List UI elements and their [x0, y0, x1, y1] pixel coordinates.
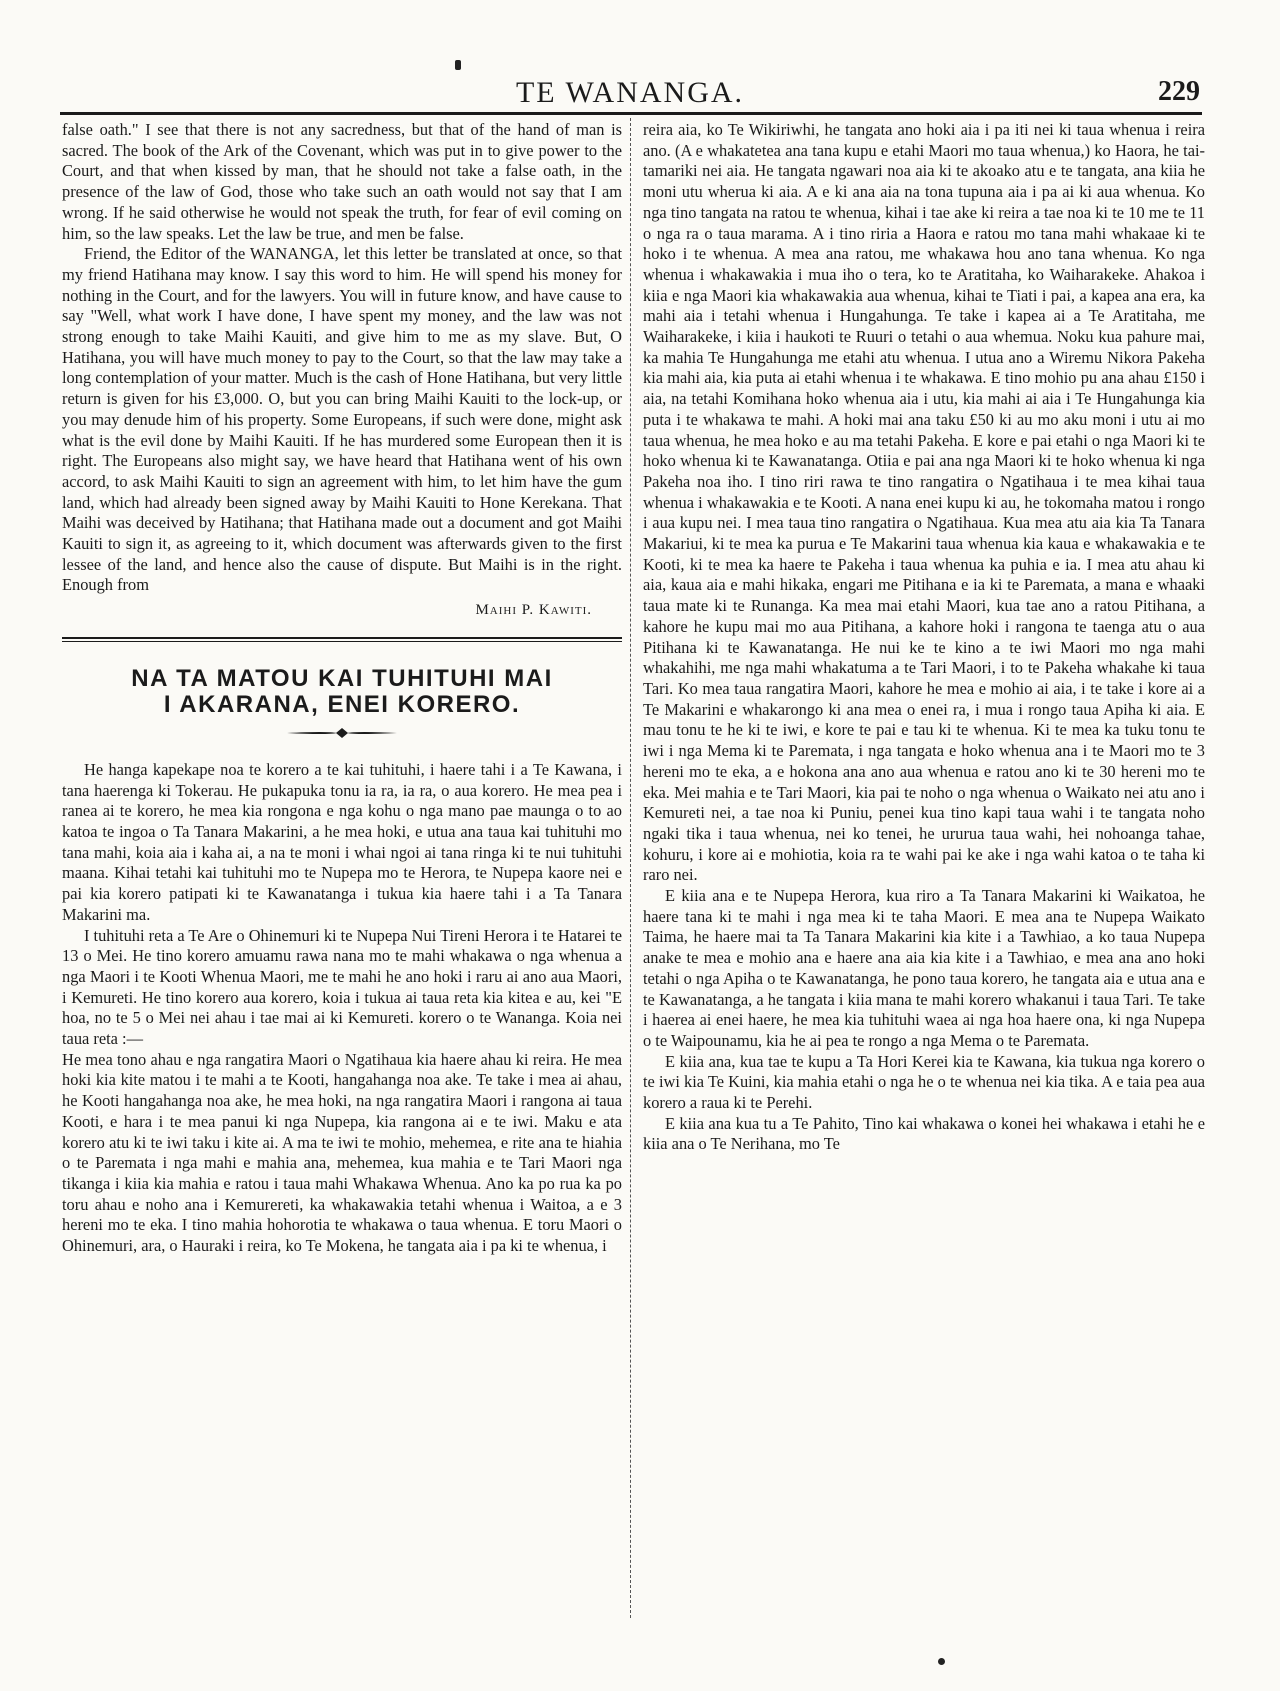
column-divider [630, 118, 631, 1618]
masthead: TE WANANGA. [515, 76, 745, 109]
ornament-divider [62, 728, 622, 738]
letter-paragraph: Friend, the Editor of the WANANGA, let this letter be translated at once, so that my friend Hatihana may know. I say this word to him. He will spend his money for nothing in the Court, and for the lawyers. You will in future know, and have cause to say "Well, what work I have done, I have spent my money, and the law was not strong enough to take Maihi Kauiti, and give him to me as my slave. But, O Hatihana, you will have much money to pay to the Court, so that the law may take a long contemplation of your matter. Much is the cash of Hone Hatihana, but very little return is given for his £3,000. O, but you can bring Maihi Kauiti to the lock-up, or you may denude him of his property. Some Europeans, if such were done, might ask what is the evil done by Maihi Kauiti. If he has murdered some European then it is right. The Europeans also might say, we have heard that Hatihana went of his own accord, to ask Maihi Kauiti to sign an agreement with him, to let him have the gum land, which had already been signed away by Maihi Kauiti to Hone Kerekana. That Maihi was deceived by Hatihana; that Hatihana made out a document and got Maihi Kauiti to sign it, as agreeing to it, which document was afterwards given to the first lessee of the land, and hence also the cause of dispute. But Maihi is in the right. Enough from [62, 244, 622, 595]
page-header [60, 76, 1200, 116]
article-paragraph: I tuhituhi reta a Te Are o Ohinemuri ki te Nupepa Nui Tireni Herora i te Hatarei te 13 o Mei. He tino korero amuamu rawa nana mo te mahi whakawa o nga whenua a nga Maori i te Kooti Whenua Maori, me te mahi he ano hoki i raru ai ano aua Maori, i Kemureti. He tino korero aua korero, koia i tukua ai taua reta kia kitea e au, kei "E hoa, no te 5 o Mei nei ahau i tae mai ai ki Kemureti. korero o te Wananga. Koia nei taua reta :— [62, 925, 622, 1049]
article-headline [62, 666, 622, 718]
article-paragraph: He hanga kapekape noa te korero a te kai tuhituhi, i haere tahi i a Te Kawana, i tana haerenga ki Tokerau. He pukapuka tonu ia ra, ia ra, o aua korero. He mea pea i ranea ai te korero, he mea kia rongona e nga kohu o nga mano pae maunga o to ao katoa te ingoa o Ta Tanara Makarini, a he mea hoki, e utua ana taua kai tuhituhi mo tana mahi, koia aia i kaha ai, a na te moni i whai ngoi ai tana ringa ki te nui tuhituhi maana. Kihai tetahi kai tuhituhi mo te Nupepa mo te Herora, te Nupepa kaore nei e pai kia korero patipati ki te Kawanatanga i tukua kia haere tahi i a Ta Tanara Makarini ma. [62, 759, 622, 924]
article-paragraph: He mea tono ahau e nga rangatira Maori o Ngatihaua kia haere ahau ki reira. He mea hoki kia kite matou i te mahi a te Kooti, hangahanga noa ake. Te take i mea ai ahau, he Kooti hangahanga noa ake, he mea hoki, na nga rangatira Maori i rangona ai taua Kooti, e hara i te mea panui ki nga Nupepa, kia rangona ai e te iwi. Maku e ata korero atu ki te iwi taku i kite ai. A ma te iwi te mohio, mehemea, e rite ana te hiahia o te Paremata i nga mahi e mahia ana, mehemea, kua mahia e te Tari Maori nga tikanga i kiia kia mahia e ratou i taua mahi Whakawa Whenua. Ano ka po rua ka po toru ahau e noho ana i Kemurereti, ka whakawakia tetahi whenua i Waitoa, a e 3 hereni mo te eka. I tino mahia hohorotia te whakawa o taua whenua. E toru Maori o Ohinemuri, ara, o Hauraki i reira, ko Te Mokena, he tangata aia i pa ki te whenua, i [62, 1049, 622, 1256]
letter-paragraph: false oath." I see that there is not any sacredness, but that of the hand of man is sacred. The book of the Ark of the Covenant, which was put in to give power to the Court, and that when kissed by man, that he should not take a false oath, in the presence of the law of God, those who take such an oath would not say that I am wrong. If he said otherwise he would not speak the truth, for fear of evil coming on him, so the law speaks. Let the law be true, and men be false. [62, 120, 622, 243]
article-rule [62, 637, 622, 639]
article-paragraph: E kiia ana e te Nupepa Herora, kua riro a Ta Tanara Makarini ki Waikatoa, he haere tana ki te mahi i nga mea ki te taha Maori. E mea ana te Nupepa Waikato Taima, he haere mai ta Ta Tanara Makarini kia kite i a Tawhiao, a ko taua Nupepa anake te mea e mohio ana e haere ana aia kia kite i a Tawhiao, e mea ana ano hoki tetahi o nga Apiha o te Kawanatanga, he pono taua korero, he tangata aia e utua ana e te Kawanatanga, a he tangata i kiia mana te mahi korero whakanui i taua Tari. Te take i haerea ai enei haere, he mea kia tuhituhi waea ai nga hoa haere ona, ki nga Nupepa o te Waipounamu, kia he ai pea te rongo a nga Mema o te Paremata. [643, 886, 1205, 1050]
ink-dot [938, 1658, 945, 1665]
ink-mark [455, 60, 461, 70]
article-paragraph: E kiia ana kua tu a Te Pahito, Tino kai whakawa o konei hei whakawa i etahi he e kiia ana o Te Nerihana, mo Te [643, 1113, 1205, 1154]
headline-line-2: I AKARANA, ENEI KORERO. [163, 690, 521, 718]
header-rule [60, 112, 1202, 115]
letter-signature: Maihi P. Kawiti. [475, 602, 592, 619]
headline-line-1: NA TA MATOU KAI TUHITUHI MAI [131, 664, 553, 692]
article-paragraph: reira aia, ko Te Wikiriwhi, he tangata ano hoki aia i pa iti nei ki taua whenua i reira ano. (A e whakatetea ana tana kupu e etahi Maori mo taua whenua,) ko Haora, he tai-tamariki nei aia. He tangata ngawari noa aia ki te akoako atu e te tangata, ana kiia he moni utu wherua ki aia. A e ki ana aia na tona tupuna aia i pa ai ki aua whenua. Ko nga tino tangata na ratou te whenua, kihai i tae ake ki reira a tae noa ki te 10 me te 11 o nga ra o taua marama. A i tino riria a Haora e ratou mo tana mahi whakaae ki te hoko i te whenua. A mea ana ratou, me whakawa hou ano tana whenua. Ko nga whenua i whakawakia i mua iho o tera, ko te Aratitaha, ko Waiharakeke. Ahakoa i kiia e nga Maori kia whakawakia aua whenua, kihai te Tiati i pai, a kapea ana era, ka mahi aia i tetahi whenua i Hungahunga. Te take i kapea ai a Te Aratitaha, me Waiharakeke, i kiia i haukoti te Ruuri o tetahi o aua whemua. Noku kua pahure mai, ka mahia Te Hungahunga me etahi atu whenua. I utua ano a Wiremu Nikora Pakeha kia mahi aia, kia puta ai etahi whenua i te whakawa. E tino mohio pu ana ahau £150 i aia, na tetahi Komihana hoko whenua aia i utu, kia mahi ai aia i Te Hungahunga kia puta i te whakawa te mahi. A hoki mai ana taku £50 ki au mo aku moni i utu ai mo taua whenua, he mea hoko e au ma tetahi Pakeha. E kore e pai etahi o nga Maori ki te hoko whenua ki te Kawanatanga. Otiia e pai ana nga Maori ki te hoko whenua ki nga Pakeha noa iho. I tino riri rawa te tino rangatira o Ngatihaua i te mea kihai taua whenua i whakawakia e te Kooti. A nana enei kupu ki au, he tokomaha matou i rongo i aua kupu nei. I mea taua tino rangatira o Ngatihaua. Kua mea atu aia kia Ta Tanara Makariui, ki te mea ka purua e Te Makarini taua whenua kia kaua e whakawakia e te Kooti, ki te mea ka haere te Pakeha i taua whenua ka puhia e ia. I mea atu ahau ki aia, kaua aia e mahi hikaka, engari me Pitihana e ia ki te Paremata, a mana e whaaki taua mate ki te Runanga. Ka mea mai etahi Maori, kua tae ano a ratou Pitihana, a kahore he kupu mai mo aua Pitihana, a kahore hoki i rangona te taenga atu o aua Pitihana ki te Kawanatanga. He nui ke te kino a te iwi Maori mo nga mahi whakahihi, me nga mahi whakatuma a te Tari Maori, i to te Pakeha whakahe ki taua Tari. Ko mea taua rangatira Maori, kahore he mea e mohio ai aia, i te take i kore ai a Te Makarini e whakarongo ki ana mea o enei ra, i mua i rongo taua Apiha ki aia. E mau tonu te he ki te iwi, e kore te pai e tau ki te whenua. Ki te mea ka tuku tonu te iwi i nga Mema ki te Paremata, i nga tangata e hoko whenua ana i te Maori mo te 3 hereni mo te eka, a e hokona ana ano aua whenua e ratou ano ki te 30 hereni mo te eka. Mei mahia e te Tari Maori, kia pai te noho o nga whenua o Waikato nei atu ano i Kemureti nei, a tae noa ki Puniu, penei kua tino kapi taua wahi i te tangata noho ngaki tika i taua whenua, nei ko tenei, he ururua taua wahi, hei nohoanga tahae, kohuru, i kore ai e mohiotia, koia ra te wahi pai ke ake i nga wahi katoa o te taha ki raro nei. [643, 120, 1205, 885]
ornament-icon [287, 728, 397, 738]
right-column [643, 120, 1205, 1155]
left-column [62, 120, 622, 1257]
article-paragraph: E kiia ana, kua tae te kupu a Ta Hori Kerei kia te Kawana, kia tukua nga korero o te iwi kia Te Kuini, kia mahia etahi o nga he o te whenua nei kia tika. A e taia pea aua korero a raua ki te Perehi. [643, 1051, 1205, 1113]
article-rule-thin [62, 641, 622, 642]
page-number: 229 [1158, 76, 1200, 107]
